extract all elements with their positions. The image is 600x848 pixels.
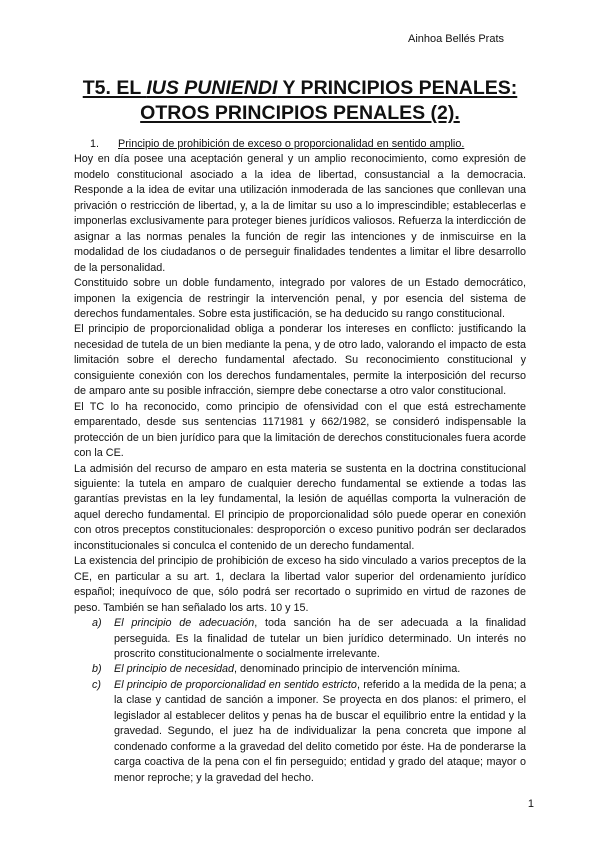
list-item <box>74 616 526 662</box>
principles-list <box>74 616 526 786</box>
title-line-2: OTROS PRINCIPIOS PENALES (2). <box>140 102 460 124</box>
page-number: 1 <box>527 798 534 810</box>
list-marker: b) <box>92 663 102 676</box>
paragraph: Hoy en día posee una aceptación general y un amplio reconocimiento, como expresión de modelo constitucional asociado a la idea de libertad, consustancial a la democracia. Responde a la idea de evitar una utilización inmoderada de las sanciones que conllevan una privación o restricción de libertad, y, a la de limitar su uso a lo imprescindible; establecerlas e imponerlas exclusivamente para proteger bienes jurídicos valiosos. Refuerza la interdicción de asignar a las normas penales la función de regir las intenciones y de inmiscuirse en la modalidad de los ciudadanos o de perseguir finalidades tendentes a limitar el libre desarrollo de la personalidad. <box>74 153 526 274</box>
document-body <box>74 137 526 786</box>
title-italic-term: IUS PUNIENDI <box>146 77 278 99</box>
list-item-text: , denominado principio de intervención mínima. <box>234 663 461 676</box>
list-marker: c) <box>92 678 101 691</box>
title-line-1: T5. EL IUS PUNIENDI Y PRINCIPIOS PENALES: <box>82 77 518 99</box>
list-item-heading: El principio de necesidad <box>114 663 235 676</box>
paragraph: Constituido sobre un doble fundamento, integrado por valores de un Estado democrático, imponen la exigencia de restringir la intervención penal, y por esencia del sistema de derechos fundamentales. Sobre esta justificación, se ha deducido su rango constitucional. <box>74 277 526 320</box>
list-item <box>74 662 526 677</box>
list-item-text: , toda sanción ha de ser adecuada a la finalidad perseguida. Es la finalidad de tutelar un bien jurídico determinado. Un interés no proscrito constitucionalmente o socialmente irrelevante. <box>114 617 527 660</box>
section-heading-text: Principio de prohibición de exceso o proporcionalidad en sentido amplio. <box>118 138 465 150</box>
paragraph: La admisión del recurso de amparo en esta materia se sustenta en la doctrina constitucional siguiente: la tutela en amparo de cualquier derecho fundamental se extiende a todas las garantías previstas en la ley fundamental, la lesión de aquéllas comporta la vulneración de aquel derecho fundamental. El principio de proporcionalidad sólo puede operar en conexión con otros preceptos constitucionales: desproporción o exceso punitivo podrán ser declarados inconstitucionales si conculca el contenido de un derecho fundamental. <box>74 462 526 552</box>
author-name: Ainhoa Bellés Prats <box>408 33 504 45</box>
document-title <box>0 76 600 126</box>
paragraph: La existencia del principio de prohibición de exceso ha sido vinculado a varios preceptos de la CE, en particular a su art. 1, declara la libertad valor superior del ordenamiento jurídico español; inequívoco de que, sólo podrá ser recortado o suprimido en virtud de razones de peso. También se han señalado los arts. 10 y 15. <box>74 555 526 614</box>
list-marker: a) <box>92 617 102 630</box>
list-item <box>74 678 526 786</box>
section-heading: 1. Principio de prohibición de exceso o proporcionalidad en sentido amplio. <box>90 138 465 150</box>
paragraph: El TC lo ha reconocido, como principio de ofensividad con el que está estrechamente emparentado, desde sus sentencias 1171981 y 662/1982, se consideró indispensable la protección de un bien jurídico para que la limitación de derechos constitucionales fuera acorde con la CE. <box>74 400 526 460</box>
paragraph: El principio de proporcionalidad obliga a ponderar los intereses en conflicto: justificando la necesidad de tutela de un bien mediante la pena, y de otro lado, valorando el impacto de esta limitación sobre el derecho fundamental afectado. Su reconocimiento constitucional y consiguiente conexión con los derechos fundamentales, permite la interposición del recurso de amparo ante su posible infracción, siempre debe conectarse a otro valor constitucional. <box>74 323 526 398</box>
list-item-text: , referido a la medida de la pena; a la clase y cantidad de sanción a imponer. Se proyecta en dos planos: el primero, el legislador al establecer delitos y penas ha de buscar el equilibrio entre la entidad y la gravedad. Segundo, el juez ha de individualizar la pena concreta que impone al condenado conforme a la gravedad del delito cometido por éste. Ha de ponderarse la carga coactiva de la pena con el fin perseguido; entidad y grado del ataque; mayor o menor reproche; y la gravedad del hecho. <box>114 678 526 784</box>
list-item-heading: El principio de proporcionalidad en sentido estricto <box>114 678 357 691</box>
list-item-heading: El principio de adecuación <box>114 617 255 630</box>
